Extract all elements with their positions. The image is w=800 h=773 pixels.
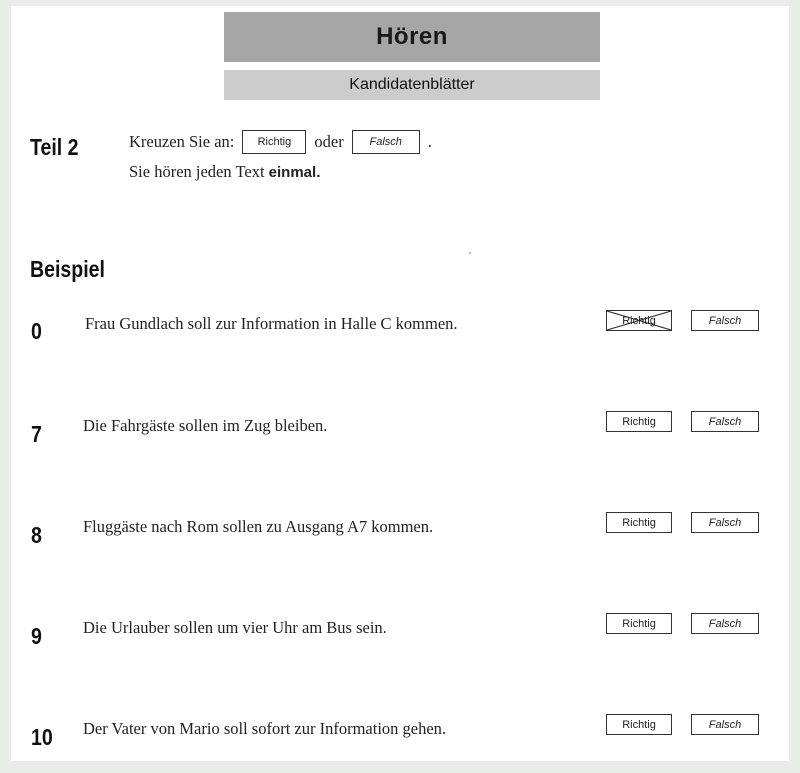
part-label: Teil 2 xyxy=(30,134,79,160)
instruction-period: . xyxy=(427,132,432,151)
list-item xyxy=(11,613,789,653)
richtig-checkbox[interactable]: Richtig xyxy=(606,714,672,735)
falsch-checkbox[interactable]: Falsch xyxy=(691,714,759,735)
item-number: 10 xyxy=(31,724,53,750)
item-number: 8 xyxy=(31,522,42,548)
instruction-emphasis: einmal. xyxy=(268,164,321,181)
item-statement: Die Urlauber sollen um vier Uhr am Bus sein. xyxy=(83,618,387,637)
richtig-sample-box: Richtig xyxy=(242,130,306,154)
list-item xyxy=(11,512,789,552)
list-item xyxy=(11,310,789,350)
page-title: Hören xyxy=(224,12,600,62)
richtig-checkbox[interactable]: Richtig xyxy=(606,613,672,634)
scan-speck xyxy=(469,252,471,254)
richtig-checkbox[interactable]: Richtig xyxy=(606,411,672,432)
item-statement: Fluggäste nach Rom sollen zu Ausgang A7 kommen. xyxy=(83,517,434,536)
falsch-checkbox[interactable]: Falsch xyxy=(691,310,759,331)
item-statement: Der Vater von Mario soll sofort zur Information gehen. xyxy=(83,719,447,738)
falsch-checkbox[interactable]: Falsch xyxy=(691,411,759,432)
item-statement: Die Fahrgäste sollen im Zug bleiben. xyxy=(83,416,328,435)
worksheet xyxy=(11,6,789,761)
instruction-line-1 xyxy=(129,130,432,154)
example-heading: Beispiel xyxy=(30,256,105,282)
item-statement: Frau Gundlach soll zur Information in Halle C kommen. xyxy=(85,314,458,333)
richtig-checkbox[interactable]: Richtig xyxy=(606,512,672,533)
instruction-oder: oder xyxy=(314,132,344,151)
instruction-prefix: Kreuzen Sie an: xyxy=(129,132,235,151)
instruction-line-2 xyxy=(129,162,320,182)
richtig-label: Richtig xyxy=(622,314,656,327)
item-number: 9 xyxy=(31,623,42,649)
richtig-checkbox-crossed[interactable] xyxy=(606,310,672,331)
falsch-checkbox[interactable]: Falsch xyxy=(691,613,759,634)
item-number: 0 xyxy=(31,318,42,344)
item-number: 7 xyxy=(31,421,42,447)
list-item xyxy=(11,411,789,451)
falsch-sample-box: Falsch xyxy=(352,130,420,154)
instruction-line-2-text: Sie hören jeden Text xyxy=(129,162,269,181)
page-subtitle: Kandidatenblätter xyxy=(224,70,600,100)
falsch-checkbox[interactable]: Falsch xyxy=(691,512,759,533)
list-item xyxy=(11,714,789,754)
